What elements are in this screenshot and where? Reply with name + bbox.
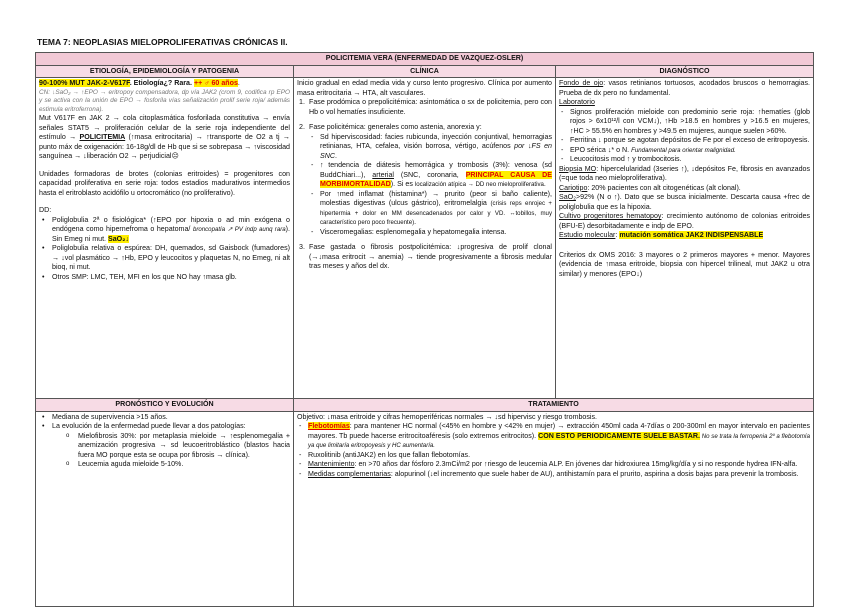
list-item: o Mielofibrosis 30%: por metaplasia mieloide → ↑esplenomegalia + anemización progresiva → sd leucoeritroblástico (blastos hacia fuera MO porque esta se ocupa por fibrosis → clínica). xyxy=(52,432,290,461)
molecular-sep: : xyxy=(615,231,620,239)
pronostico-cell xyxy=(36,411,294,606)
lab-italic: Fundamental para orientar malignidad. xyxy=(631,146,736,154)
summary-table xyxy=(35,52,814,607)
phase-number: 2. xyxy=(299,123,305,131)
list-item xyxy=(39,216,290,245)
item-text-b: (SNC, coronaria, xyxy=(393,170,466,179)
suele-bastar-highlight: CON ESTO PERIODICAMENTE SUELE BASTAR. xyxy=(538,431,701,440)
item-text-b: . xyxy=(414,218,417,226)
complementarias-label: Medidas complementarias xyxy=(308,469,391,478)
list-item xyxy=(309,161,552,190)
item-text: Por ↑med inflamat (histamina*) → prurito (peor si baño caliente), molestias digestivas (ulcus gástrico), eritromelalgia xyxy=(320,189,552,207)
item-text-b: . xyxy=(334,151,337,160)
cariotipo xyxy=(559,184,810,194)
cariotipo-text: : 20% pacientes con alt citogenéticas (alt clonal). xyxy=(587,183,741,192)
header-etiologia: ETIOLOGÍA, EPIDEMIOLOGÍA Y PATOGENIA xyxy=(36,65,294,78)
item-text: ↑ tendencia de diátesis hemorrágica y trombosis (3%): venosa (sd BuddChiari...), xyxy=(320,161,552,179)
etiologia-unidades: Unidades formadoras de brotes (colonias eritroides) = progenitores con capacidad proliferativa en serie roja: todos estadios madurativos intermedios hasta el eritroblasto acidófilo u ortocromático (no proliferativo). xyxy=(39,169,290,197)
treatment-text: : en >70 años dar fósforo 2.3mCi/m2 por ↑riesgo de leucemia ALP. En jóvenes dar hidroxiurea 15mg/kg/día y si no responde hydrea IFN-alfa. xyxy=(354,460,798,468)
sao2-label: SaO₂ xyxy=(559,193,576,201)
epidemiology-highlight: ++ ♂ 60 años xyxy=(193,79,238,87)
item-text: Sd hiperviscosidad: facies rubicunda, inyección conjuntival, hemorragias retinianas, HTA, cefalea, visión borrosa, vértigo, acúfenos xyxy=(320,132,552,150)
molecular-label: Estudio molecular xyxy=(559,231,616,239)
etiologia-rara: . Etiología¿? Rara. xyxy=(129,79,194,87)
list-item xyxy=(297,460,810,470)
etiologia-cell xyxy=(36,78,294,399)
etiologia-end: . xyxy=(237,79,240,87)
jak2-indispensable-highlight: mutación somática JAK2 INDISPENSABLE xyxy=(619,231,764,239)
treatment-text: : alopurinol (↓el incremento que suele haber de AU), antihistamín para el prurito, aspirina a dosis bajas para prevenir la trombosis. xyxy=(390,469,799,478)
list-item: o Leucemia aguda mieloide 5-10%. xyxy=(52,460,290,470)
list-item xyxy=(559,136,810,146)
etiologia-note: CN: ↓SaO₂ → ↑EPO → eritropoy compensadora, dp vía JAK2 (crom 9, codifica rp EPO y se activa con la unión de EPO → fosforila vías señalización prolif serie roja/ además estimula eritroferrona). xyxy=(39,88,290,113)
morbimortality-highlight: PRINCIPAL CAUSA DE MORBIMORTALIDAD xyxy=(320,170,552,188)
item-small: (crisis reps enrojec + hipertermia + dolor en MM desencadenados por calor y VD. ↔tobillos, muy característico pero poco frecuente) xyxy=(320,200,552,226)
document-title: TEMA 7: NEOPLASIAS MIELOPROLIFERATIVAS CRÓNICAS II. xyxy=(37,37,288,47)
fondo-text: : vasos retinianos tortuosos, acodados bruscos o hemorragias. Prueba de dx pero no fundamental. xyxy=(559,79,811,97)
phase-text: Fase prodómica o prepolicitémica: asintomática o sx de policitemia, pero con Hb o vol hematíes insuficiente. xyxy=(309,98,552,116)
list-item xyxy=(309,190,552,228)
evolucion-list xyxy=(52,432,290,470)
evolucion-text: La evolución de la enfermedad puede llevar a dos patologías: xyxy=(52,422,246,430)
list-item xyxy=(39,244,290,273)
biopsia-label: Biopsia MO xyxy=(559,164,597,173)
list-item xyxy=(309,133,552,162)
flebotomias-label: Flebotomías xyxy=(308,422,350,430)
dd-italic: broncopatía ↗ PV indp aunq rara xyxy=(192,226,286,233)
item-italic: por ↓FS en SNC xyxy=(320,142,552,160)
mechanism-b: (↑masa eritrocitaria) → ↑transporte de O2 a tj → punto máx de oxigenación: 16-18g/dl de Hb que si se sobrepasa → ↑viscosidad sanguínea → ↓liberación O2 → perjudicial☹ xyxy=(39,133,290,160)
biopsia xyxy=(559,165,810,184)
list-item xyxy=(297,451,810,461)
arterial-term: arterial xyxy=(372,170,394,179)
mantenimiento-label: Mantenimiento xyxy=(308,460,355,468)
dd-label: DD: xyxy=(39,206,52,214)
dd-text: Poliglobulia relativa o espúrea: DH, quemados, sd Gaisbock (fumadores) → ↓vol plasmático → ↑Hb, EPO y leucocitos y plaquetas N, no Emeg, ni alt bioq, ni mut. xyxy=(52,244,290,271)
treatment-text: : para mantener HC normal (<45% en hombre y <42% en mujer) → extracción 450ml cada 4-7días o 200-300ml en mayor intervalo en pacientes mayores. Tb puede hacerse eritrocitoaféresis (solo extremos eritrocitos). xyxy=(308,422,811,440)
lab-text: Ferritina ↓ porque se agotan depósitos de Fe por el exceso de eritropoyesis. xyxy=(570,136,810,144)
jak2-highlight: 90-100% MUT JAK-2-V617F xyxy=(39,79,130,87)
list-item xyxy=(39,422,290,470)
header-pronostico: PRONÓSTICO Y EVOLUCIÓN xyxy=(36,399,294,412)
header-clinica: CLÍNICA xyxy=(294,65,556,78)
phase-text: Fase policitémica: generales como astenia, anorexia y: xyxy=(309,123,482,131)
list-item xyxy=(297,470,810,480)
cultivo-text: : crecimiento autónomo de colonias eritroides (BFU-E) desorbitadamente e indp de EPO. xyxy=(559,212,811,230)
sao2-text: >92% (N o ↑). Dato que se busca inicialmente. Descarta causa +frec de poliglobulia que es la hipoxia. xyxy=(559,193,811,211)
clinica-intro: Inicio gradual en edad media vida y curso lento progresivo. Clínica por aumento masa eritrocitaria → HTA, alt vasculares. xyxy=(297,79,552,97)
dd-text: Poliglobulia 2ª o fisiológica* (↑EPO por hipoxia o ad min exógena o endógena como hipernefroma o hepatoma/ xyxy=(52,215,290,233)
phase-list xyxy=(297,98,552,272)
tratamiento-list xyxy=(297,422,810,479)
list-item xyxy=(309,228,552,238)
fondo-label: Fondo de ojo xyxy=(559,79,604,87)
lab-text: Leucocitosis mod ↑ y trombocitosis. xyxy=(570,155,682,163)
phase-3 xyxy=(297,243,552,272)
list-item: • Mediana de supervivencia >15 años. xyxy=(39,413,290,423)
biopsia-text: : hipercelularidad (3series ↑), ↓depósitos Fe, fibrosis en avanzados (=que toda neo mieloproliferativa). xyxy=(559,164,811,182)
laboratorio-list xyxy=(559,108,810,165)
phase-text: Fase gastada o fibrosis postpolicitémica: ↓progresiva de prolif clonal (→↓masa eritrocit → anemia) → tiende progresivamente a fibrosis medular tras meses y años del dx. xyxy=(309,243,552,270)
phase-2 xyxy=(297,123,552,237)
item-text-d: . xyxy=(543,180,546,188)
etiologia-mechanism xyxy=(39,114,290,162)
phase-1 xyxy=(297,98,552,117)
sao2-highlight: SaO₂↓ xyxy=(108,234,129,243)
item-text-c: ). Si es xyxy=(390,180,415,188)
fondo-ojo xyxy=(559,79,810,98)
tratamiento-objetivo: Objetivo: ↓masa eritroide y cifras hemoperiféricas normales → ↓sd hipervisc y riesgo trombosis. xyxy=(297,412,598,421)
clinica-cell xyxy=(294,78,556,399)
list-item xyxy=(559,108,810,137)
dd-text-b: ). Sin Emeg ni mut. xyxy=(52,225,290,243)
phase-2-list xyxy=(309,133,552,238)
list-item xyxy=(297,422,810,451)
header-tratamiento: TRATAMIENTO xyxy=(294,399,814,412)
criterios-oms: Criterios dx OMS 2016: 3 mayores o 2 primeros mayores + menor. Mayores (evidencia de ↑masa eritroide, biopsia con hipercel trilineal, mut JAK2 u otra similar) y menores (EPO↓) xyxy=(559,250,811,278)
disease-banner: POLICITEMIA VERA (ENFERMEDAD DE VAZQUEZ-OSLER) xyxy=(36,53,814,66)
tratamiento-cell xyxy=(294,411,814,606)
lab-text: Signos proliferación mieloide con predominio serie roja: ↑hematíes (glob rojos > 6x10¹²/l con VCM↓), ↑Hb >18.5 en hombres y >16.5 en mujeres, ↑HC > 55.5% en hombres y >49.5 en mujeres, aunque suelen >60%. xyxy=(570,107,811,135)
dd-text: Otros SMP: LMC, TEH, MFI en los que NO hay ↑masa glb. xyxy=(52,272,237,281)
sao2 xyxy=(559,193,810,212)
phase-number: 1. xyxy=(299,98,305,106)
etiologia-intro xyxy=(39,79,290,89)
dd-list xyxy=(39,216,290,283)
policitemia-term: POLICITEMIA xyxy=(79,133,126,141)
list-item xyxy=(559,155,810,165)
mechanism-a: Mut V617F en JAK 2 → cola citoplasmática fosforilada constitutiva → envía señales STAT5 → proliferación celular de la serie roja independiente del estímulo → xyxy=(39,114,290,141)
cultivo xyxy=(559,212,810,231)
list-item xyxy=(559,146,810,156)
item-small: localización atípica → DD neo mieloproliferativa xyxy=(414,181,544,188)
item-text: Visceromegalias: esplenomegalia y hepatomegalia intensa. xyxy=(320,227,507,236)
phase-number: 3. xyxy=(299,243,305,251)
treatment-note: No se trata la ferropenia 2º a flebotomía ya que limitaría eritropoyesis y HC aumentaría. xyxy=(308,432,811,449)
diagnostico-cell xyxy=(556,78,814,399)
cultivo-label: Cultivo progenitores hematopoy xyxy=(559,212,662,220)
laboratorio-label: Laboratorio xyxy=(559,98,595,106)
cariotipo-label: Cariotipo xyxy=(559,183,588,192)
treatment-text: Ruxolitinib (antiJAK2) en los que fallan flebotomías. xyxy=(308,450,471,459)
estudio-molecular xyxy=(559,231,810,241)
list-item xyxy=(39,273,290,283)
header-diagnostico: DIAGNÓSTICO xyxy=(556,65,814,78)
lab-text: EPO sérica ↓* o N. xyxy=(570,145,632,154)
pronostico-list xyxy=(39,413,290,470)
